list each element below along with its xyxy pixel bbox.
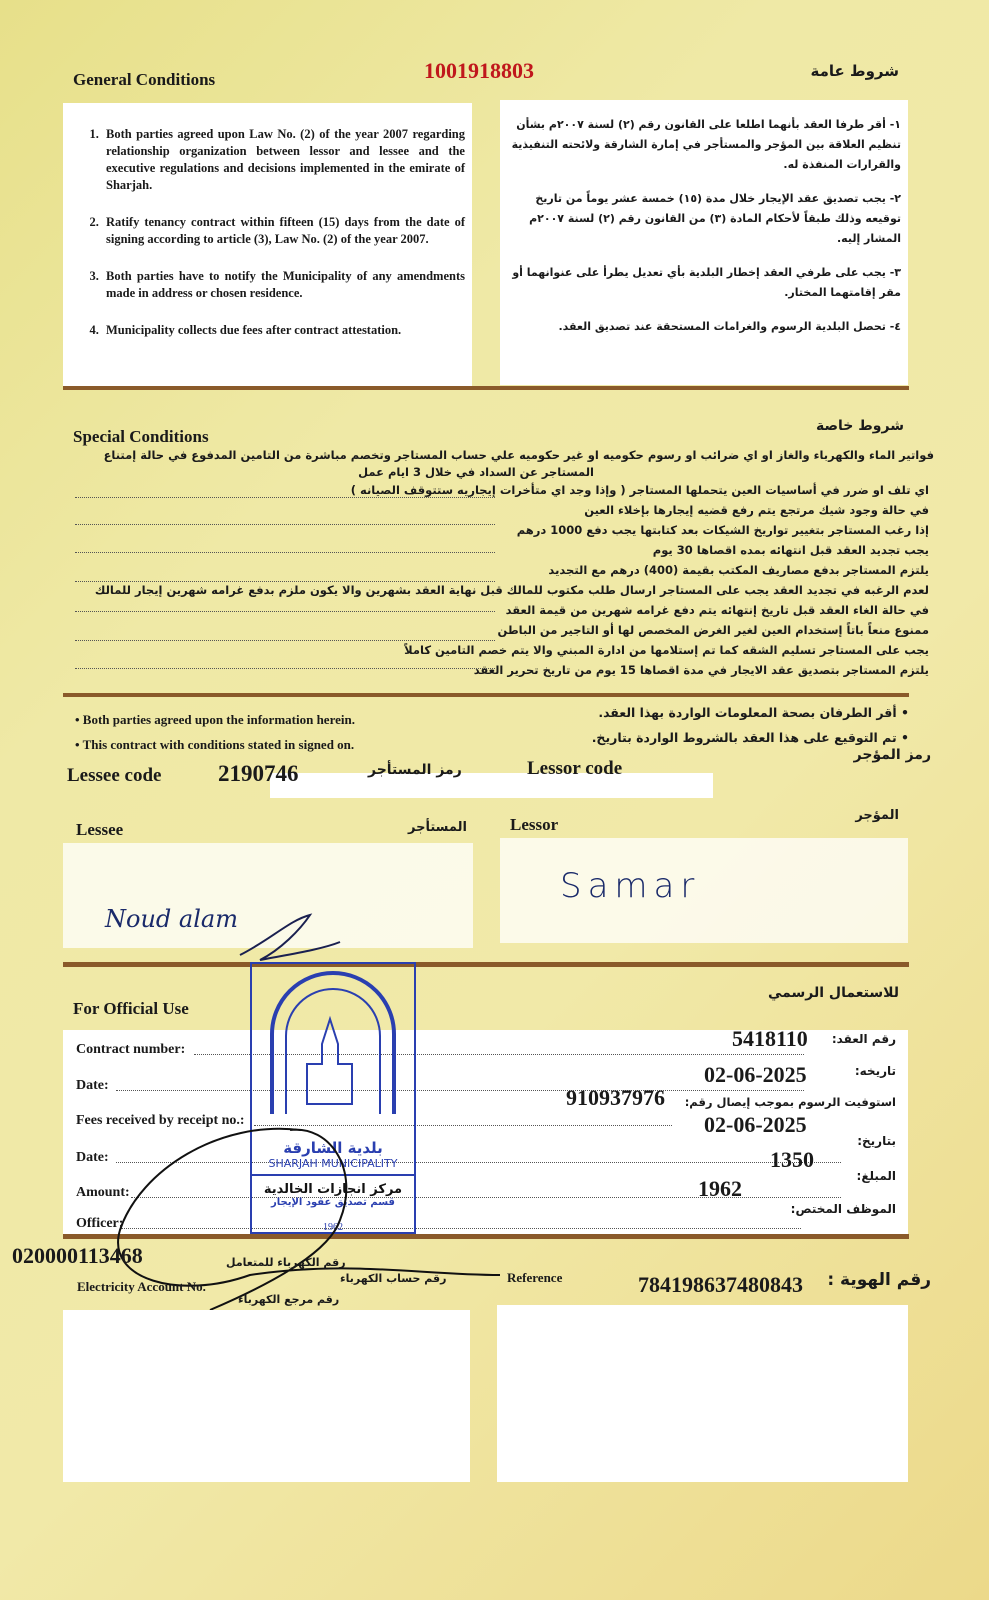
lessor-code-label-ar: رمز المؤجر [853,747,931,763]
id-number-label-ar: رقم الهوية : [827,1270,931,1290]
electricity-account-label-ar: رقم حساب الكهرباء [340,1272,447,1285]
special-condition: يجب على المستاجر تسليم الشقه كما تم إستلامها من ادارة المبني والا يتم خصم التامين كاملاً [404,643,929,657]
divider [63,693,909,697]
municipality-emblem-icon [252,964,414,1134]
lessor-label: Lessor [510,815,559,834]
lessor-label-ar: المؤجر [855,808,899,823]
divider [63,386,909,390]
special-condition: يجب تجديد العقد قبل انتهائه بمده اقصاها 30 يوم [652,543,929,557]
general-conditions-en-list [80,126,465,359]
lessee-label: Lessee [76,820,124,839]
special-condition: لعدم الرغبه في تجديد العقد يجب على المستاجر ارسال طلب مكتوب للمالك قبل نهاية العقد بشهرين والا يكون ملزم بدفع غرامه شهرين إيجار للمالك [94,583,929,597]
condition-ar-2: ٢- يجب تصديق عقد الإيجار خلال مدة (١٥) خمسة عشر يوماً من تاريخ توقيعه وذلك طبقاً لأحكام المادة (٣) من القانون رقم (٢) لسنة ٢٠٠٧م المشار إليه. [529,192,901,245]
electricity-handwritten-number: 020000113468 [12,1243,143,1268]
official-row-receipt-date: Date: 02-06-2025 بتاريخ: [76,1112,896,1165]
amount-value: 1350 [770,1147,814,1172]
electricity-account-box [63,1310,470,1482]
official-row-amount: Amount: 1350 المبلغ: [76,1147,896,1200]
special-conditions-title-ar: شروط خاصة [816,418,904,434]
special-condition: المستاجر عن السداد في خلال 3 ايام عمل [358,465,594,479]
official-row-officer: Officer: 1962 الموظف المختص: [76,1176,896,1231]
redaction [270,773,713,798]
lessor-code-label: Lessor code [527,758,623,779]
divider [63,962,909,967]
lessor-signature: Samar [560,866,701,906]
special-condition: ممنوع منعاً باتاً إستخدام العين لغير الغرض المخصص لها أو التاجير من الباطن [497,623,929,637]
special-condition: في حالة الغاء العقد قبل تاريخ إنتهائه يتم دفع غرامه شهرين من قيمة العقد [505,603,929,617]
official-row-receipt: Fees received by receipt no.: 910937976 استوفيت الرسوم بموجب إيصال رقم: [76,1085,896,1128]
receipt-number-value: 910937976 [566,1085,665,1110]
id-number-value: 784198637480843 [638,1272,803,1297]
reference-label: Reference [507,1270,563,1285]
special-condition: يلتزم المستاجر بتصديق عقد الايجار في مدة اقصاها 15 يوم من تاريخ تحرير العقد [473,663,929,677]
condition-ar-3: ٣- يجب على طرفي العقد إخطار البلدية بأي تعديل يطرأ على عنوانهما أو مقر إقامتهما المختار. [512,266,901,299]
electricity-customer-label-ar: رقم الكهرباء للمتعامل [226,1256,346,1269]
lessee-code-label-ar: رمز المستأجر [368,762,462,778]
condition-4: 4. Municipality collects due fees after contract attestation. [102,322,465,339]
condition-2: 2. Ratify tenancy contract within fifteen (15) days from the date of signing according to article (3), Law No. (2) of the year 2007. [102,214,465,248]
municipality-stamp: بلدية الشارقة SHARJAH MUNICIPALITY مركز انجازات الخالدية قسم تصديق عقود الإيجار 1962 [250,962,416,1234]
special-condition: في حالة وجود شيك مرتجع يتم رفع قضيه إيجارها بإخلاء العين [584,503,929,517]
special-condition: اي تلف او ضرر في أساسيات العين يتحملها المستاجر ( وإذا وجد اي متأخرات إيجاريه ستتوقف الصيانه ) [350,483,929,497]
special-condition: يلتزم المستاجر بدفع مصاريف المكتب بقيمة (400) درهم مع التجديد [548,563,929,577]
receipt-date-value: 02-06-2025 [704,1112,807,1137]
electricity-account-label: Electricity Account No. [77,1279,206,1294]
lessee-code-value: 2190746 [218,761,299,786]
special-condition: إذا رغب المستاجر بتغيير تواريخ الشيكات بعد كتابتها يجب دفع 1000 درهم [516,523,929,537]
condition-3: 3. Both parties have to notify the Municipality of any amendments made in address or chosen residence. [102,268,465,302]
official-use-title: For Official Use [73,999,189,1018]
agreement-en-1: • Both parties agreed upon the information herein. [75,712,355,727]
general-conditions-ar-list [511,115,901,351]
lessee-code-label: Lessee code [67,765,162,786]
lessee-signature-scribble [230,910,350,970]
condition-1: 1. Both parties agreed upon Law No. (2) of the year 2007 regarding relationship organization between lessor and lessee and the executive regulations and decisions implemented in the emirate of Sharjah. [102,126,465,194]
contract-number-value: 5418110 [732,1026,808,1051]
official-row-date: Date: 02-06-2025 تاريخه: [76,1062,896,1093]
condition-ar-4: ٤- تحصل البلدية الرسوم والغرامات المستحقة عند تصديق العقد. [558,320,901,333]
condition-ar-1: ١- أقر طرفا العقد بأنهما اطلعا على القانون رقم (٢) لسنة ٢٠٠٧م بشأن تنظيم العلاقة بين المؤجر والمستأجر في إمارة الشارقة ولائحته التنفيذية والقرارات المنفذة له. [511,118,901,171]
officer-value: 1962 [698,1176,742,1201]
agreement-ar-2: • تم التوقيع على هذا العقد بالشروط الواردة بتاريخ. [591,730,909,745]
date-value: 02-06-2025 [704,1062,807,1087]
special-conditions-title: Special Conditions [73,427,209,446]
lessee-label-ar: المستأجر [408,820,467,835]
agreement-en-2: • This contract with conditions stated in signed on. [75,737,355,752]
contract-serial-number: 1001918803 [424,58,534,83]
official-use-title-ar: للاستعمال الرسمي [767,985,899,1001]
reference-box [497,1305,908,1482]
agreement-ar-1: • أقر الطرفان بصحة المعلومات الواردة بهذا العقد. [598,705,909,720]
official-row-contract-number: Contract number: 5418110 رقم العقد: [76,1026,896,1057]
lessee-signature: Noud alam [105,905,238,933]
general-conditions-title-ar: شروط عامة [810,62,899,80]
general-conditions-title: General Conditions [73,70,216,89]
special-condition: فواتير الماء والكهرباء والغاز او اي ضرائب او رسوم حكوميه او غير حكوميه علي حساب المستاجر وتخصم مباشرة من التامين المدفوع في حالة إمتناع [103,448,934,462]
electricity-reference-label-ar: رقم مرجع الكهرباء [238,1293,340,1306]
